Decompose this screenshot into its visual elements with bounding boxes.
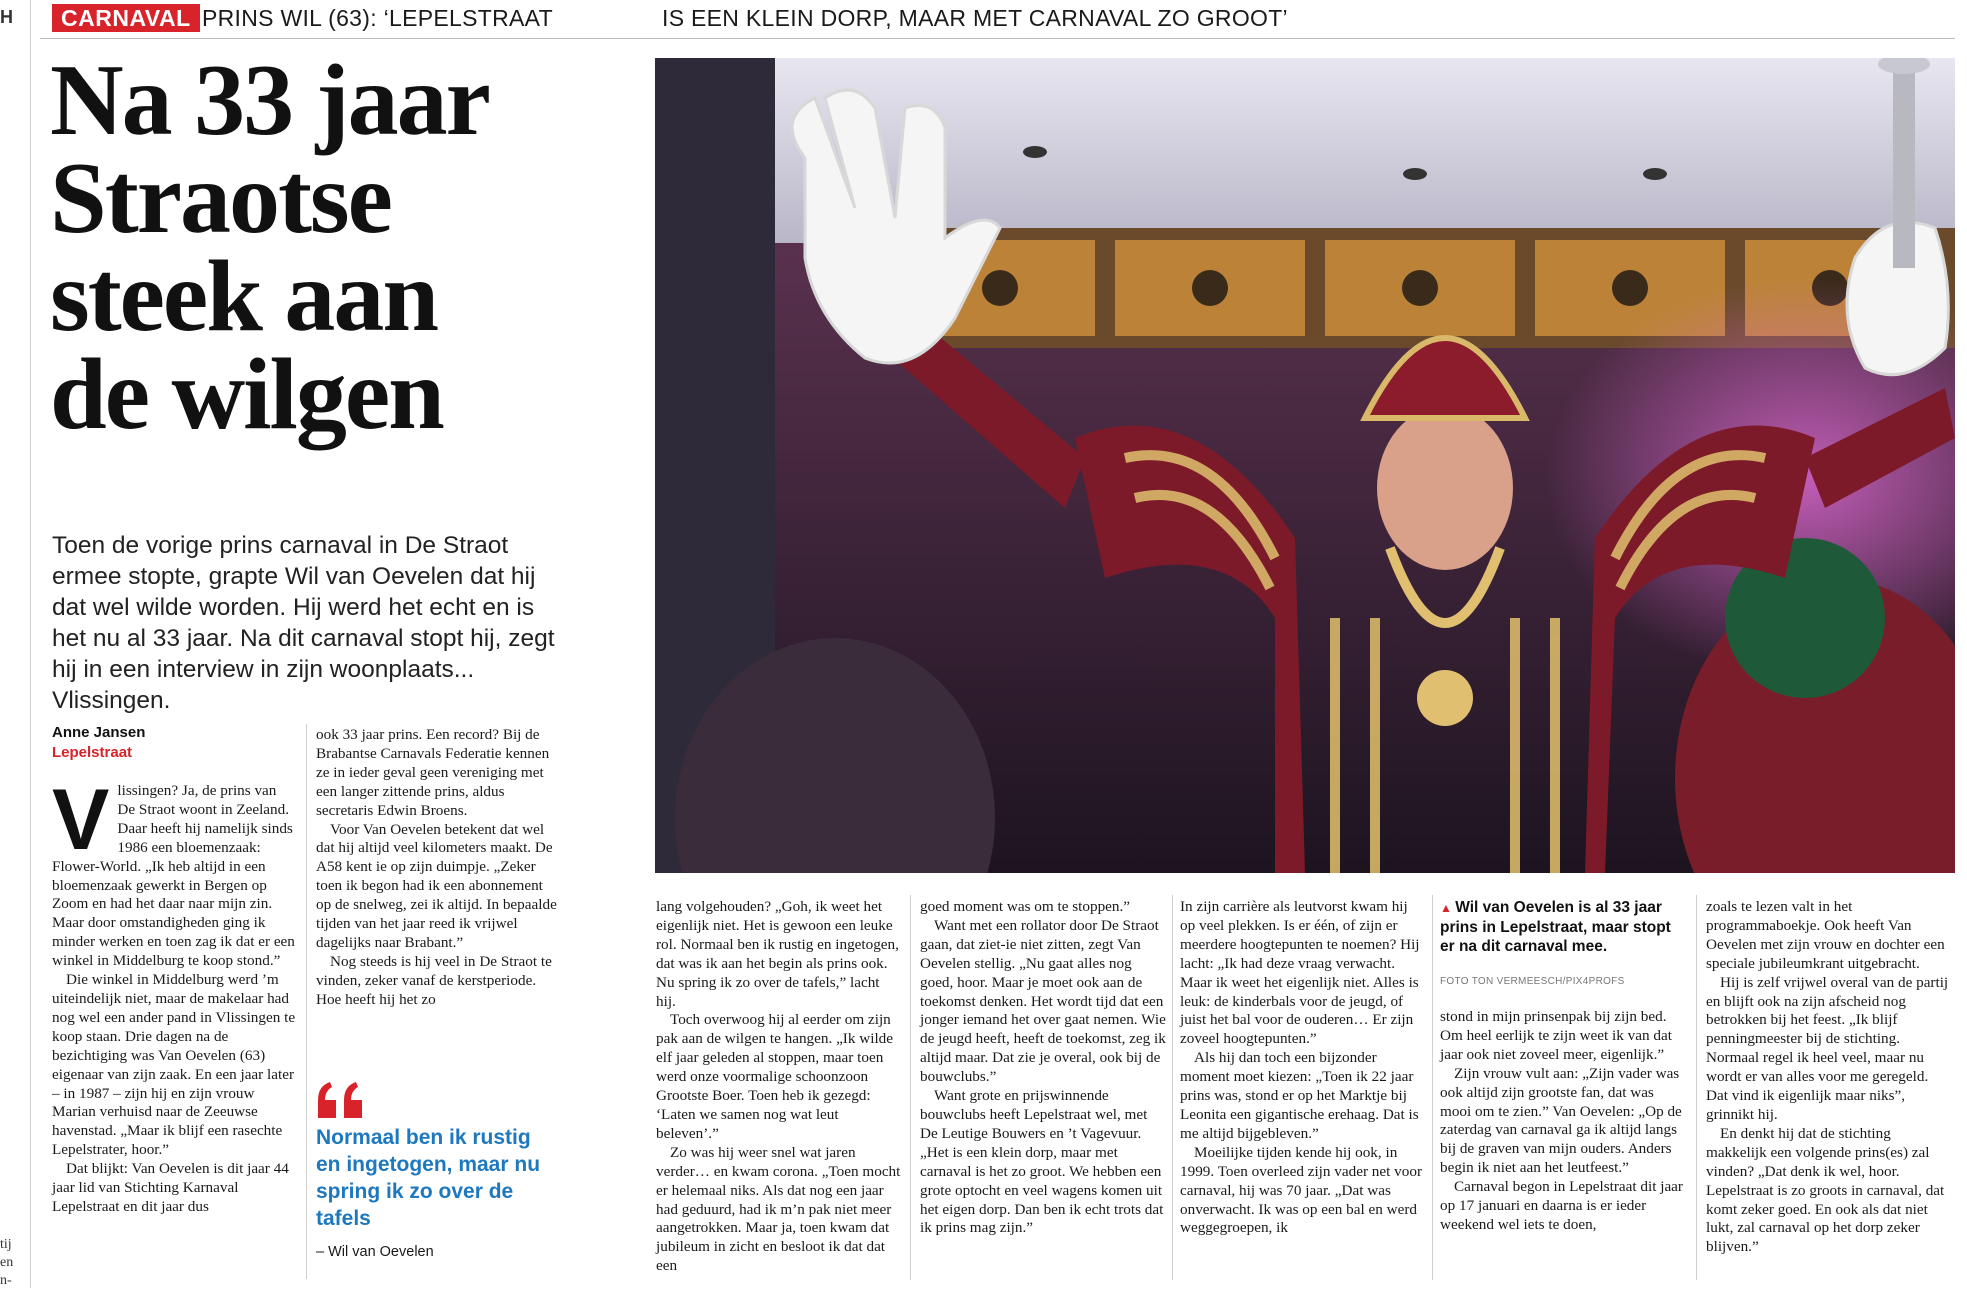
col4-p3: Want grote en prijswinnende bouwclubs heeft Lepelstraat wel, met De Leutige Bouwers en ’t Vagevuur. „Het is een klein dorp, maar met carnaval is het zo groot. We hebben een grote optocht en veel wagens komen uit het eigen dorp. Dan ben ik echt trots dat ik prins mag zijn.”	[920, 1087, 1164, 1237]
article-column-4	[920, 898, 1166, 1238]
col1-p3: Dat blijkt: Van Oevelen is dit jaar 44 jaar lid van Stichting Karnaval Lepelstraat en dit jaar dus	[52, 1160, 289, 1215]
pull-quote-attribution: – Wil van Oevelen	[316, 1244, 434, 1260]
col6-p2: Zijn vrouw vult aan: „Zijn vader was ook altijd zijn grootste fan, dat was mooi om te zien.” Van Oevelen: „Op de zaterdag van carnaval ga ik altijd langs bij de graven van mijn ouders. Anders begin ik niet aan het leutfeest.”	[1440, 1064, 1682, 1177]
col6-p1: stond in mijn prinsenpak bij zijn bed. Om heel eerlijk te zijn weet ik van dat jaar ook niet zoveel meer, eigenlijk.”	[1440, 1008, 1672, 1063]
col5-p1: In zijn carrière als leutvorst kwam hij op veel plekken. Is er één, of zijn er meerdere hoogtepunten te noemen? Hij lacht: „Ik had deze vraag verwacht. Maar ik weet het eigenlijk niet. Alles is leuk: de kinderbals voor de jeugd, of juist het bal voor de ouderen… Er zijn zoveel hoogtepunten.”	[1180, 898, 1420, 1048]
article-column-5	[1180, 898, 1426, 1238]
header-rule	[40, 38, 1955, 39]
caption-triangle-icon: ▲	[1440, 901, 1456, 915]
kicker-left: PRINS WIL (63): ‘LEPELSTRAAT	[202, 5, 553, 31]
col2-p2: Voor Van Oevelen betekent dat wel dat hij altijd veel kilometers maakt. De A58 kent ie op zijn duimpje. „Zeker toen ik begon had ik een abonnement op de snelweg, zei ik altijd. In bepaalde tijden van het jaar reed ik vrijwel dagelijks naar Brabant.”	[316, 820, 557, 951]
article-column-2	[316, 726, 560, 1010]
col5-p3: Moeilijke tijden kende hij ook, in 1999. Toen overleed zijn vader net voor carnaval, hij was 70 jaar. „Dat was onverwacht. Ik was op een bal en werd weggegroepen, ik	[1180, 1143, 1422, 1237]
dropcap: V	[52, 772, 110, 868]
pull-quote: Normaal ben ik rustig en ingetogen, maar nu spring ik zo over de tafels	[316, 1126, 541, 1230]
intro-paragraph: Toen de vorige prins carnaval in De Straot ermee stopte, grapte Wil van Oevelen dat hij dat wel wilde worden. Hij werd het echt en is het nu al 33 jaar. Na dit carnaval stopt hij, zegt hij in een interview in zijn woonplaats... Vlissingen.	[52, 532, 555, 714]
headline-line-2: Straotse	[50, 142, 391, 255]
col6-p3: Carnaval begon in Lepelstraat dit jaar op 17 januari en daarna is er ieder weekend wel iets te doen,	[1440, 1178, 1683, 1233]
column-rule	[306, 724, 307, 1279]
photo-credit: FOTO TON VERMEESCH/PIX4PROFS	[1440, 976, 1625, 987]
headline-line-3: steek aan	[50, 240, 438, 353]
headline-line-1: Na 33 jaar	[50, 44, 489, 157]
carnival-prince-photo	[655, 58, 1955, 873]
photo-caption-text: Wil van Oevelen is al 33 jaar prins in Lepelstraat, maar stopt er na dit carnaval mee.	[1440, 899, 1671, 955]
col1-p2: Die winkel in Middelburg werd ’m uiteindelijk niet, maar de makelaar had nog wel een ander pand in Vlissingen te koop staan. Drie dagen na de bezichtiging was Van Oevelen (63) eigenaar van zijn zaak. En een jaar later – in 1987 – zijn hij en zijn vrouw Marian verhuisd naar de Zeeuwse havenstad. „Maar ik blijf een rasechte Lepelstrater, hoor.”	[52, 971, 296, 1159]
byline-place: Lepelstraat	[52, 744, 133, 761]
byline-author: Anne Jansen	[52, 724, 146, 741]
col5-p2: Als hij dan toch een bijzonder moment moet kiezen: „Toen ik 22 jaar prins was, stond er op het Marktje bij Leonita een gigantische erehaag. Dat is me altijd bijgebleven.”	[1180, 1049, 1419, 1142]
section-tag: CARNAVAL	[52, 4, 200, 32]
article-column-6	[1440, 1008, 1686, 1235]
page-gutter-rule	[30, 0, 31, 1288]
column-rule	[1172, 895, 1173, 1280]
headline-line-4: de wilgen	[50, 338, 443, 451]
edge-text-bottom-3: n-	[0, 1273, 12, 1288]
column-rule	[910, 895, 911, 1280]
article-column-7	[1706, 898, 1952, 1257]
col3-p1: lang volgehouden? „Goh, ik weet het eigenlijk niet. Het is gewoon een leuke rol. Normaal ben ik rustig en ingetogen, dat was ik aan het begin als prins ook. Nu spring ik zo over de tafels,” lacht hij.	[656, 898, 899, 1010]
col1-p1: lissingen? Ja, de prins van De Straot woont in Zeeland. Daar heeft hij namelijk sinds 1986 een bloemenzaak: Flower-World. „Ik heb altijd in een bloemenzaak gewerkt in Bergen op Zoom en had het daar naar mijn zin. Maar door omstandigheden ging ik minder werken en toen zag ik dat er een winkel in Middelburg te koop stond.”	[52, 782, 295, 970]
col4-p1: goed moment was om te stoppen.”	[920, 898, 1131, 915]
headline	[50, 44, 610, 451]
col2-p1: ook 33 jaar prins. Een record? Bij de Brabantse Carnavals Federatie kennen ze in ieder geval geen vereniging met een langer zittende prins, aldus secretaris Edwin Broens.	[316, 726, 550, 819]
quote-mark-icon	[316, 1080, 366, 1120]
edge-text-bottom-2: en	[0, 1255, 14, 1270]
col3-p3: Zo was hij weer snel wat jaren verder… en kwam corona. „Toen mocht er helemaal niks. Als dat nog een jaar had geduurd, had ik m’n pak niet meer aangetrokken. Maar ja, toen kwam dat jubileum in zicht en besloot ik dat dat een	[656, 1143, 901, 1275]
photo-caption	[1440, 898, 1680, 956]
column-rule	[1696, 895, 1697, 1280]
col7-p2: Hij is zelf vrijwel overal van de partij en blijft ook na zijn afscheid nog betrokken bij het feest. „Ik blijf penningmeester bij de stichting. Normaal regel ik heel veel, maar nu wordt er van alles voor me geregeld. Dat vind ik eigenlijk maar niks”, grinnikt hij.	[1706, 973, 1949, 1123]
col4-p2: Want met een rollator door De Straot gaan, dat ziet-ie niet zitten, zegt Van Oevelen stellig. „Nu gaat alles nog goed, hoor. Maar je moet ook aan de toekomst denken. Het wordt tijd dat een jonger iemand het over gaat nemen. Wie de jeugd heeft, heeft de toekomst, zeg ik altijd maar. Dat zie je overal, ook bij de bouwclubs.”	[920, 916, 1166, 1086]
col7-p1: zoals te lezen valt in het programmaboekje. Ook heeft Van Oevelen met zijn vrouw en dochter een speciale jubileumkrant uitgebracht.	[1706, 898, 1945, 972]
article-column-3	[656, 898, 902, 1276]
edge-text-bottom-1: tij	[0, 1237, 12, 1252]
col7-p3: En denkt hij dat de stichting makkelijk een volgende prins(es) zal vinden? „Dat denk ik wel, hoor. Lepelstraat is zo groots in carnaval, dat komt zeker goed. En ook als dat niet lukt, zal carnaval op het dorp zeker blijven.”	[1706, 1124, 1945, 1256]
article-column-1	[52, 772, 296, 1217]
kicker-right: IS EEN KLEIN DORP, MAAR MET CARNAVAL ZO GROOT’	[662, 5, 1288, 31]
edge-text-top: H	[0, 7, 13, 27]
column-rule	[1432, 895, 1433, 1280]
article-photo	[655, 58, 1955, 873]
col3-p2: Toch overwoog hij al eerder om zijn pak aan de wilgen te hangen. „Ik wilde elf jaar geleden al stoppen, maar toen werd onze voormalige schoonzoon Grootste Boer. Toen heb ik gezegd: ‘Laten we samen nog wat leut beleven’.”	[656, 1011, 894, 1142]
col2-p3: Nog steeds is hij veel in De Straot te vinden, zeker vanaf de kerstperiode. Hoe heeft hij het zo	[316, 952, 552, 1008]
